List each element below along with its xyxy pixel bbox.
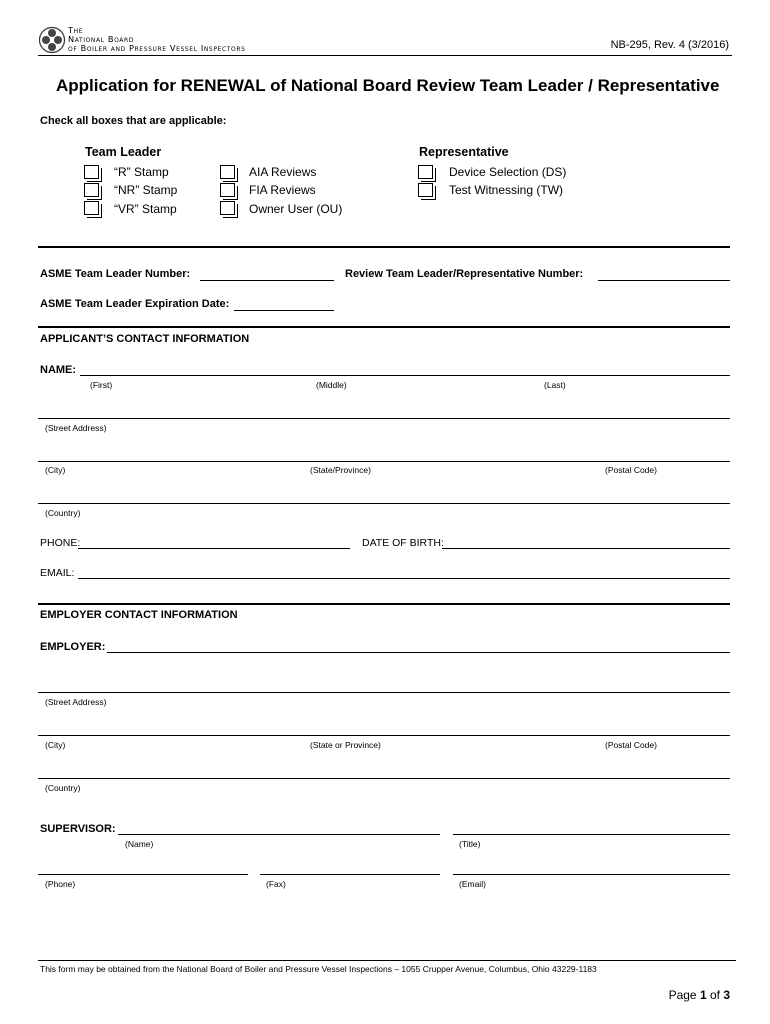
employer-field[interactable] [107, 639, 730, 653]
test-witnessing-label: Test Witnessing (TW) [449, 183, 564, 197]
nr-stamp-checkbox[interactable] [84, 183, 99, 197]
applicant-state-caption: (State/Province) [310, 465, 371, 475]
supervisor-name-field[interactable] [118, 821, 440, 835]
org-line-3: of Boiler and Pressure Vessel Inspectors [68, 43, 246, 53]
expiration-date-label: ASME Team Leader Expiration Date: [40, 298, 230, 310]
instruction-text: Check all boxes that are applicable: [40, 115, 227, 127]
expiration-date-field[interactable] [234, 297, 334, 311]
dob-field[interactable] [442, 535, 730, 549]
applicant-city-caption: (City) [45, 465, 66, 475]
page-title: Application for RENEWAL of National Board Review Team Leader / Representative [56, 76, 720, 95]
employer-street-caption: (Street Address) [45, 697, 107, 707]
r-stamp-label: “R” Stamp [114, 165, 169, 179]
fia-reviews-checkbox[interactable] [220, 183, 235, 197]
supervisor-title-caption: (Title) [459, 839, 481, 849]
footer-note: This form may be obtained from the National Board of Boiler and Pressure Vessel Inspections – 1055 Crupper Avenue, Columbus, Ohio 43229-1183 [40, 964, 597, 974]
supervisor-label: SUPERVISOR: [40, 823, 116, 835]
page-prefix: Page [668, 988, 700, 1002]
employer-heading: EMPLOYER CONTACT INFORMATION [40, 609, 238, 621]
asme-number-field[interactable] [200, 267, 334, 281]
national-board-logo [38, 26, 66, 54]
applicant-city-field[interactable] [38, 448, 730, 462]
employer-state-caption: (State or Province) [310, 740, 381, 750]
employer-postal-caption: (Postal Code) [605, 740, 657, 750]
employer-city-caption: (City) [45, 740, 66, 750]
first-name-caption: (First) [90, 380, 113, 390]
last-name-caption: (Last) [544, 380, 566, 390]
aia-reviews-checkbox[interactable] [220, 165, 235, 179]
applicant-phone-field[interactable] [78, 535, 350, 549]
vr-stamp-label: “VR” Stamp [114, 202, 177, 216]
employer-country-caption: (Country) [45, 783, 81, 793]
page-of: of [706, 988, 724, 1002]
page-number [669, 988, 730, 1002]
applicant-country-field[interactable] [38, 490, 730, 504]
footer-rule [38, 960, 736, 961]
device-selection-label: Device Selection (DS) [449, 165, 567, 179]
applicant-heading: APPLICANT’S CONTACT INFORMATION [40, 333, 250, 345]
name-label: NAME: [40, 364, 77, 376]
org-line-2: National Board [68, 34, 134, 44]
representative-heading: Representative [419, 145, 509, 159]
middle-name-caption: (Middle) [316, 380, 347, 390]
r-stamp-checkbox[interactable] [84, 165, 99, 179]
supervisor-email-field[interactable] [453, 861, 730, 875]
team-leader-heading: Team Leader [85, 145, 162, 159]
applicant-street-field[interactable] [38, 405, 730, 419]
org-line-1: The [68, 25, 84, 35]
applicant-email-field[interactable] [78, 565, 730, 579]
employer-label: EMPLOYER: [40, 641, 106, 653]
org-name [68, 26, 246, 53]
review-number-label: Review Team Leader/Representative Number: [345, 268, 584, 280]
header-rule [38, 55, 732, 56]
supervisor-phone-caption: (Phone) [45, 879, 76, 889]
aia-reviews-label: AIA Reviews [249, 165, 317, 179]
supervisor-fax-field[interactable] [260, 861, 440, 875]
device-selection-checkbox[interactable] [418, 165, 433, 179]
form-number: NB-295, Rev. 4 (3/2016) [610, 39, 729, 51]
applicant-postal-caption: (Postal Code) [605, 465, 657, 475]
applicant-street-caption: (Street Address) [45, 423, 107, 433]
fia-reviews-label: FIA Reviews [249, 183, 316, 197]
supervisor-phone-field[interactable] [38, 861, 248, 875]
supervisor-title-field[interactable] [453, 821, 730, 835]
employer-country-field[interactable] [38, 765, 730, 779]
phone-label: PHONE: [40, 537, 81, 549]
section-divider [38, 603, 730, 605]
page-total: 3 [723, 988, 730, 1002]
applicant-country-caption: (Country) [45, 508, 81, 518]
test-witnessing-checkbox[interactable] [418, 183, 433, 197]
supervisor-fax-caption: (Fax) [266, 879, 286, 889]
email-label: EMAIL: [40, 567, 75, 579]
section-divider [38, 246, 730, 248]
nr-stamp-label: “NR” Stamp [114, 183, 178, 197]
asme-number-label: ASME Team Leader Number: [40, 268, 191, 280]
review-number-field[interactable] [598, 267, 730, 281]
supervisor-name-caption: (Name) [125, 839, 154, 849]
name-field[interactable] [80, 362, 730, 376]
employer-street-field[interactable] [38, 679, 730, 693]
owner-user-checkbox[interactable] [220, 201, 235, 215]
employer-city-field[interactable] [38, 722, 730, 736]
page-current: 1 [699, 988, 707, 1002]
owner-user-label: Owner User (OU) [249, 202, 343, 216]
section-divider [38, 326, 730, 328]
vr-stamp-checkbox[interactable] [84, 201, 99, 215]
supervisor-email-caption: (Email) [459, 879, 486, 889]
dob-label: DATE OF BIRTH: [362, 537, 444, 549]
